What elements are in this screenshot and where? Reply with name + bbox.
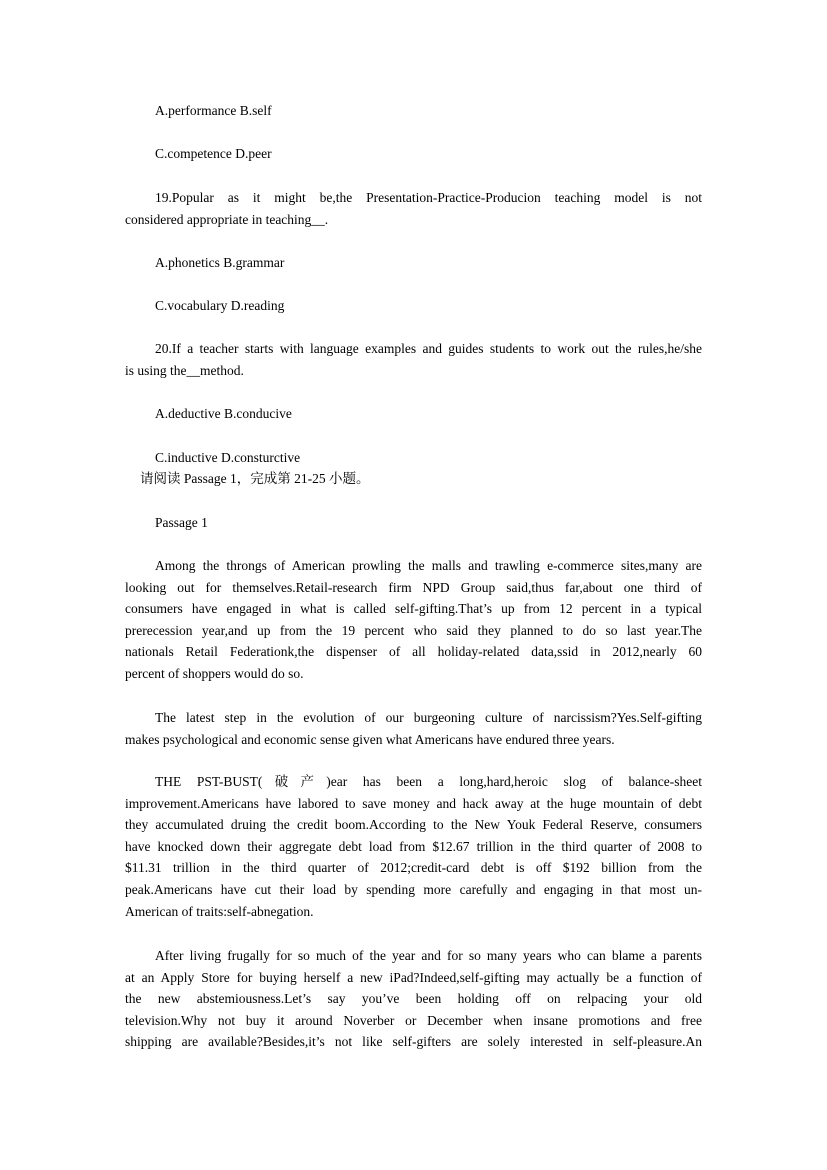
question-line: is using the__method.	[125, 362, 244, 378]
paragraph-line: percent of shoppers would do so.	[125, 665, 304, 681]
paragraph-line: improvement.Americans have labored to save money and hack away at the huge mountain of debt	[125, 795, 702, 811]
q20-option-ab: A.deductive B.conducive	[155, 406, 292, 421]
paragraph-line: looking out for themselves.Retail-research firm NPD Group said,thus far,about one third of	[125, 579, 702, 595]
paragraph-3	[125, 771, 702, 922]
paragraph-2	[125, 707, 702, 750]
paragraph-line: nationals Retail Federationk,the dispenser of all holiday-related data,ssid in 2012,nearly 60	[125, 644, 702, 660]
q18-option-ab: A.performance B.self	[155, 103, 272, 118]
paragraph-4	[125, 945, 702, 1053]
paragraph-1	[125, 555, 702, 685]
paragraph-line: have knocked down their aggregate debt load from $12.67 trillion in the third quarter of 2008 to	[125, 838, 702, 854]
paragraph-line: $11.31 trillion in the third quarter of 2012;credit-card debt is off $192 billion from the	[125, 860, 702, 876]
question-line: 20.If a teacher starts with language examples and guides students to work out the rules,he/she	[155, 341, 702, 356]
q18-option-cd: C.competence D.peer	[155, 146, 272, 161]
paragraph-line: they accumulated druing the credit boom.According to the New Youk Federal Reserve, consumers	[125, 817, 702, 833]
question-line: considered appropriate in teaching__.	[125, 211, 329, 227]
q19-option-ab: A.phonetics B.grammar	[155, 255, 285, 270]
paragraph-line: shipping are available?Besides,it’s not like self-gifters are solely interested in self-pleasure.An	[125, 1034, 702, 1050]
q19-option-cd: C.vocabulary D.reading	[155, 298, 285, 313]
question-19	[125, 187, 702, 230]
paragraph-line: The latest step in the evolution of our burgeoning culture of narcissism?Yes.Self-gifting	[155, 710, 702, 725]
paragraph-line: After living frugally for so much of the year and for so many years who can blame a parents	[155, 948, 702, 963]
paragraph-line: at an Apply Store for buying herself a new iPad?Indeed,self-gifting may actually be a function of	[125, 969, 702, 985]
paragraph-line: consumers have engaged in what is called self-gifting.That’s up from 12 percent in a typical	[125, 601, 702, 617]
passage-title: Passage 1	[155, 515, 208, 530]
q20-option-cd: C.inductive D.consturctive	[155, 450, 301, 465]
paragraph-line: peak.Americans have cut their load by spending more carefully and engaging in that most un-	[125, 881, 702, 897]
paragraph-line: the new abstemiousness.Let’s say you’ve been holding off on relpacing your old	[125, 991, 702, 1007]
paragraph-line: prerecession year,and up from the 19 percent who said they planned to do so last year.The	[125, 622, 702, 638]
question-line: 19.Popular as it might be,the Presentation-Practice-Producion teaching model is not	[155, 190, 702, 205]
paragraph-line: THE PST-BUST(破产)ear has been a long,hard,heroic slog of balance-sheet	[155, 774, 702, 789]
paragraph-line: television.Why not buy it around Noverber or December when insane promotions and free	[125, 1012, 702, 1028]
paragraph-line: American of traits:self-abnegation.	[125, 903, 314, 919]
paragraph-line: makes psychological and economic sense given what Americans have endured three years.	[125, 731, 615, 747]
question-20	[125, 338, 702, 381]
paragraph-line: Among the throngs of American prowling the malls and trawling e-commerce sites,many are	[155, 558, 702, 573]
reading-instruction: 请阅读 Passage 1，完成第 21-25 小题。	[140, 471, 370, 486]
